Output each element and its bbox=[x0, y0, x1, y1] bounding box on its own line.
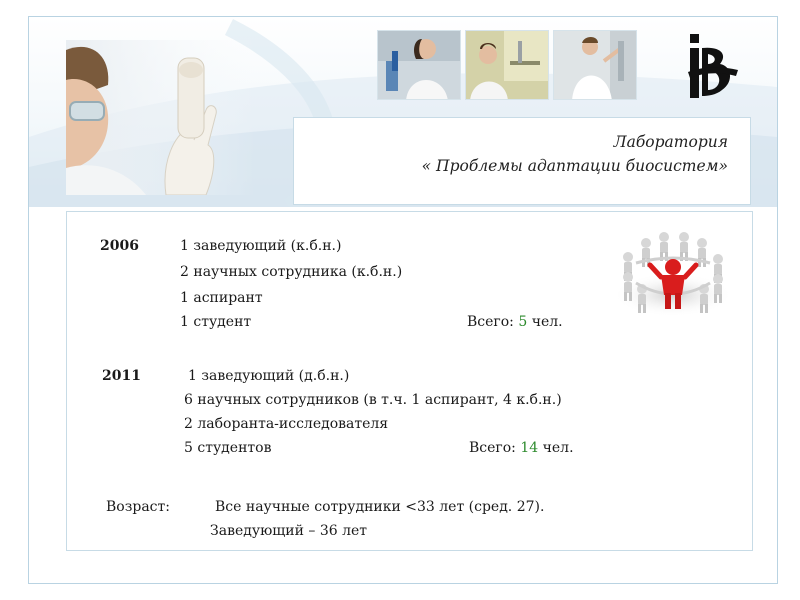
age-line-1: Все научные сотрудники <33 лет (сред. 27). bbox=[215, 499, 545, 515]
age-label: Возраст: bbox=[106, 499, 170, 515]
staff-2011-line: 5 студентов bbox=[184, 440, 272, 456]
staff-2006-line: 1 заведующий (к.б.н.) bbox=[180, 238, 342, 254]
year-2011: 2011 bbox=[102, 368, 141, 384]
title-box bbox=[293, 117, 751, 205]
staff-2011-line: 6 научных сотрудников (в т.ч. 1 аспирант, 4 к.б.н.) bbox=[184, 392, 562, 408]
total-unit: чел. bbox=[542, 440, 574, 456]
total-value: 5 bbox=[518, 314, 528, 330]
scientist-photo bbox=[66, 40, 256, 195]
institute-logo-icon bbox=[686, 32, 740, 102]
lab-photo-1 bbox=[377, 30, 461, 100]
team-circle-figure-icon bbox=[606, 225, 740, 325]
total-2006 bbox=[467, 310, 563, 334]
staff-2011-line: 1 заведующий (д.б.н.) bbox=[188, 368, 350, 384]
lab-photo-3 bbox=[553, 30, 637, 100]
staff-2006-line: 1 аспирант bbox=[180, 290, 263, 306]
lab-photo-2 bbox=[465, 30, 549, 100]
staff-2006-line: 2 научных сотрудника (к.б.н.) bbox=[180, 264, 403, 280]
age-line-2: Заведующий – 36 лет bbox=[210, 523, 368, 539]
total-label: Всего: bbox=[467, 314, 514, 330]
year-2006: 2006 bbox=[100, 238, 139, 254]
lab-title: Лаборатория bbox=[613, 133, 728, 151]
total-2011 bbox=[469, 436, 574, 460]
total-label: Всего: bbox=[469, 440, 516, 456]
total-unit: чел. bbox=[531, 314, 563, 330]
lab-subtitle: « Проблемы адаптации биосистем» bbox=[421, 157, 728, 175]
staff-2006-line: 1 студент bbox=[180, 314, 252, 330]
staff-2011-line: 2 лаборанта-исследователя bbox=[184, 416, 389, 432]
total-value: 14 bbox=[520, 440, 539, 456]
